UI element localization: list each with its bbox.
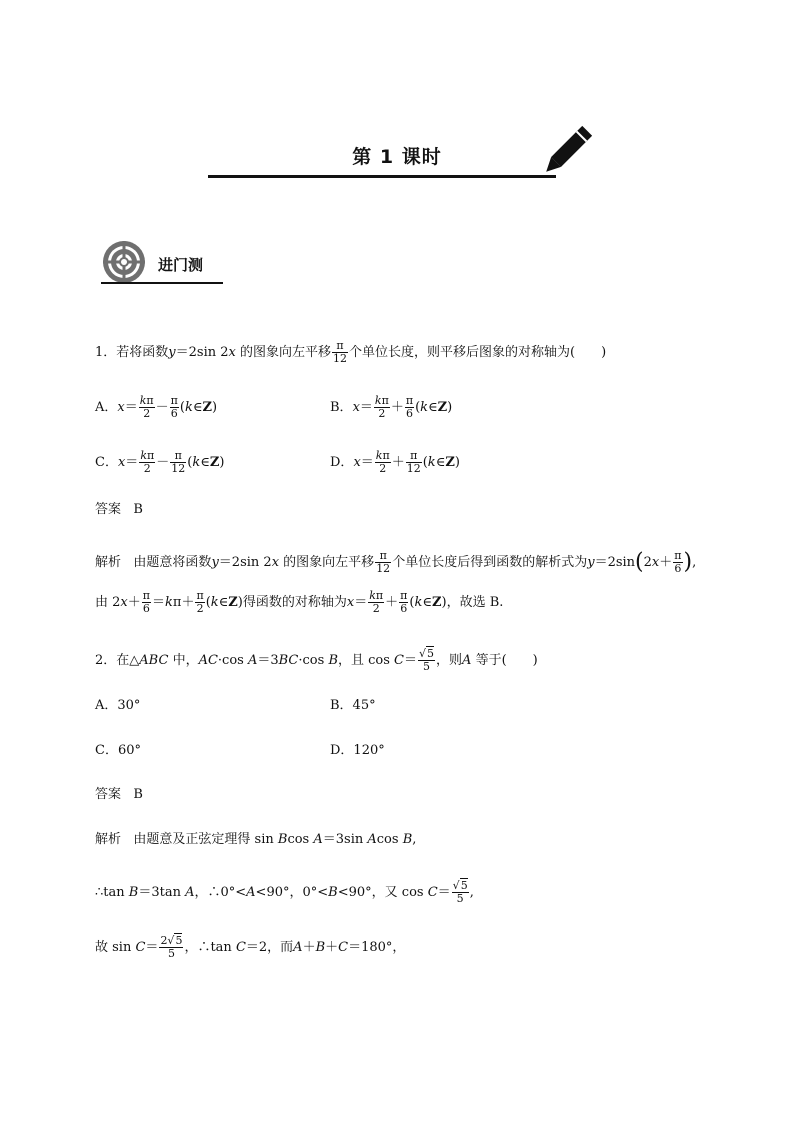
target-icon [101,239,147,285]
page-title: 第 1 课时 [352,146,442,168]
q2-answer: 答案 B [95,787,143,802]
q1-option-c: C．x＝ $\frac{k\pi}{2}$ － $\frac{\pi}{12}$ (k∈Z) [95,449,225,475]
title-underline [208,175,556,178]
q1-analysis-line2: 由 2x＋ $\frac{\pi}{6}$ ＝kπ＋ $\frac{\pi}{2}$ (k∈Z)得函数的对称轴为x＝ $\frac{k\pi}{2}$ ＋ $\frac{\pi}{6}$ (k∈Z)，故选 B. [95,589,504,615]
q1-option-b: B．x＝ $\frac{k\pi}{2}$ ＋ $\frac{\pi}{6}$ (k∈Z) [330,394,453,420]
pencil-icon [540,124,592,180]
q1-option-a: A．x＝ $\frac{k\pi}{2}$ － $\frac{\pi}{6}$ (k∈Z) [95,394,218,420]
section-underline [101,282,223,284]
q1-answer: 答案 B [95,502,143,517]
q2-option-b: B．45° [330,698,376,713]
q1-stem: 1．若将函数y＝2sin 2x 的图象向左平移 $\frac{\pi}{12}$ 个单位长度，则平移后图象的对称轴为( ) [95,339,607,365]
q2-option-c: C．60° [95,743,141,758]
q2-analysis-line1: 解析 由题意及正弦定理得 sin Bcos A＝3sin Acos B, [95,832,417,847]
q1-option-d: D．x＝ $\frac{k\pi}{2}$ ＋ $\frac{\pi}{12}$ (k∈Z) [330,449,460,475]
q2-option-d: D．120° [330,743,385,758]
q2-option-a: A．30° [95,698,141,713]
q2-stem: 2．在△ABC 中，AC·cos A＝3BC·cos B，且 cos C＝ $\frac{√5}{5}$ ，则A 等于( ) [95,647,538,673]
q2-analysis-line2: ∴tan B＝3tan A，∴0°<A<90°，0°<B<90°，又 cos C＝ $\frac{√5}{5}$ , [95,879,474,905]
q2-analysis-line3: 故 sin C＝ $\frac{2√5}{5}$ ，∴tan C＝2，而A＋B＋C＝180°， [95,934,406,960]
q1-analysis-line1: 解析 由题意将函数y＝2sin 2x 的图象向左平移 $\frac{\pi}{12}$ 个单位长度后得到函数的解析式为y＝2sin(2x＋ $\frac{\pi}{6}$ ), [95,549,697,575]
section-label: 进门测 [158,256,204,274]
